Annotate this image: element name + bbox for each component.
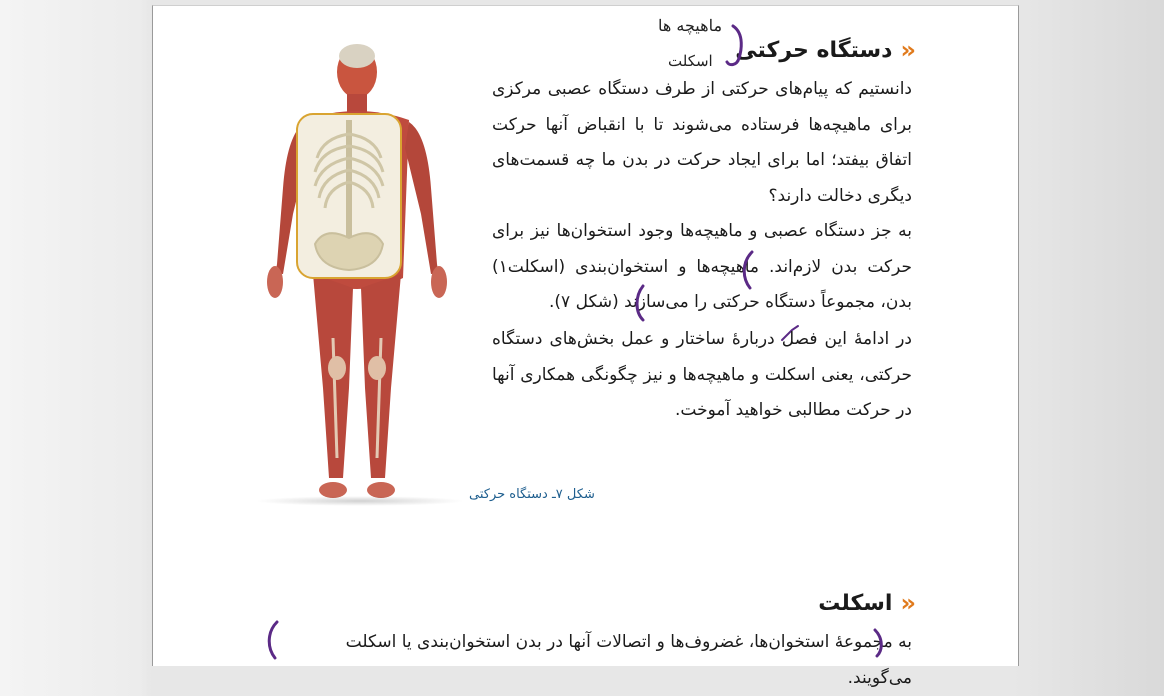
textbook-page — [152, 5, 1019, 688]
handwritten-note-skeleton: اسکلت — [668, 52, 713, 70]
pen-bracket-mark — [263, 620, 281, 660]
paragraph-skeleton-definition: به مجموعهٔ استخوان‌ها، غضروف‌ها و اتصالات آنها در بدن استخوان‌بندی یا اسکلت می‌گویند. — [345, 632, 912, 688]
pen-bracket-mark — [631, 282, 651, 326]
paragraph-intro: دانستیم که پیام‌های حرکتی از طرف دستگاه عصبی مرکزی برای ماهیچه‌ها فرستاده می‌شوند تا با انقباض آنها حرکت اتفاق بیفتد؛ اما برای ایجاد حرکت در بدن ما چه قسمت‌های دیگری دخالت دارند؟ — [492, 79, 912, 206]
heading-text: دستگاه حرکتی — [735, 37, 893, 63]
double-chevron-icon: « — [900, 589, 912, 617]
figure-shadow — [255, 496, 465, 506]
handwritten-note-muscles: ماهیچه ها — [658, 16, 723, 35]
anatomy-figure-image — [253, 38, 461, 508]
paragraph-outline: در ادامهٔ این فصل دربارهٔ ساختار و عمل بخش‌های دستگاه حرکتی، یعنی اسکلت و ماهیچه‌ها و نیز چگونگی همکاری آنها در حرکت مطالبی خواهید آموخت. — [492, 329, 912, 420]
double-chevron-icon: « — [900, 36, 912, 64]
pen-bracket-mark — [738, 248, 758, 292]
paragraph-bones: به جز دستگاه عصبی و ماهیچه‌ها وجود استخوان‌ها نیز برای حرکت بدن لازم‌اند. ماهیچه‌ها و استخوان‌بندی (اسکلت۱) بدن، مجموعاً دستگاه حرکتی را می‌سازند (شکل ۷). — [492, 221, 912, 312]
pen-bracket-mark — [871, 628, 887, 658]
pen-bracket-mark — [723, 22, 753, 70]
section-heading-movement-system — [735, 36, 912, 64]
section-heading-skeleton — [818, 589, 912, 617]
heading-text: اسکلت — [818, 590, 893, 616]
figure-caption: شکل ۷ـ دستگاه حرکتی — [469, 487, 595, 502]
